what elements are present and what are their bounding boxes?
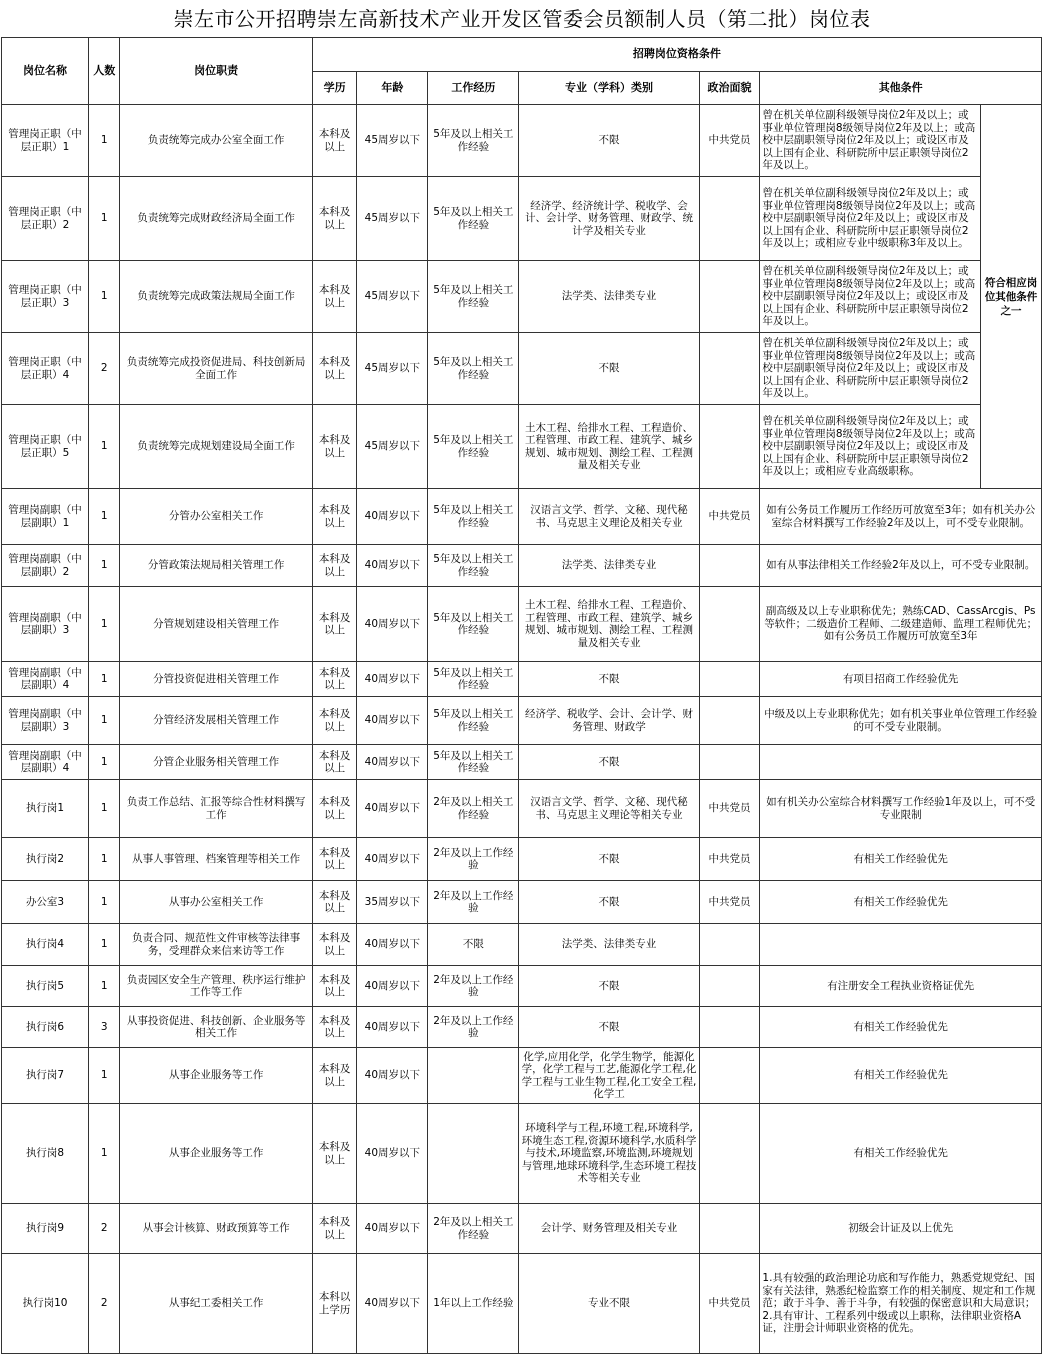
cell-experience: 5年及以上相关工作经验 (428, 587, 519, 662)
cell-age: 40周岁以下 (357, 780, 428, 838)
cell-experience (428, 1104, 519, 1204)
cell-political (699, 1007, 760, 1048)
cell-duties: 负责园区安全生产管理、秩序运行维护工作等工作 (120, 966, 312, 1007)
cell-other: 中级及以上专业职称优先；如有机关事业单位管理工作经验的可不受专业限制。 (760, 697, 1042, 745)
cell-political: 中共党员 (699, 780, 760, 838)
cell-duties: 分管企业服务相关管理工作 (120, 745, 312, 780)
cell-other: 曾在机关单位副科级领导岗位2年及以上；或事业单位管理岗8级领导岗位2年及以上；或高校中层副职领导岗位2年及以上；或设区市及以上国有企业、科研院所中层正职领导岗位2年及以上；或相应专业中级职称3年及以上。 (760, 177, 981, 261)
cell-age: 45周岁以下 (357, 105, 428, 177)
cell-age: 35周岁以下 (357, 881, 428, 924)
cell-duties: 负责统筹完成投资促进局、科技创新局全面工作 (120, 333, 312, 405)
cell-education: 本科及以上 (312, 697, 357, 745)
cell-duties: 负责合同、规范性文件审核等法律事务，受理群众来信来访等工作 (120, 924, 312, 966)
cell-position: 执行岗9 (2, 1204, 89, 1254)
cell-major: 经济学、税收学、会计、会计学、财务管理、财政学 (519, 697, 699, 745)
cell-other (760, 745, 1042, 780)
cell-other: 曾在机关单位副科级领导岗位2年及以上；或事业单位管理岗8级领导岗位2年及以上；或高校中层副职领导岗位2年及以上；或设区市及以上国有企业、科研院所中层正职领导岗位2年及以上；或相应专业高级职称。 (760, 405, 981, 489)
cell-age: 45周岁以下 (357, 333, 428, 405)
cell-experience: 5年及以上相关工作经验 (428, 662, 519, 697)
cell-experience: 1年以上工作经验 (428, 1254, 519, 1354)
cell-experience: 5年及以上相关工作经验 (428, 745, 519, 780)
cell-education: 本科及以上 (312, 780, 357, 838)
cell-age: 40周岁以下 (357, 966, 428, 1007)
cell-education: 本科及以上 (312, 966, 357, 1007)
table-row (2, 881, 1042, 924)
cell-political (699, 261, 760, 333)
cell-age: 45周岁以下 (357, 405, 428, 489)
cell-count: 1 (89, 881, 120, 924)
header-political: 政治面貌 (699, 72, 760, 105)
cell-political (699, 587, 760, 662)
table-row (2, 587, 1042, 662)
cell-political (699, 662, 760, 697)
cell-experience: 2年及以上工作经验 (428, 1007, 519, 1048)
cell-major: 不限 (519, 333, 699, 405)
cell-count: 1 (89, 105, 120, 177)
cell-major: 汉语言文学、哲学、文秘、现代秘书、马克思主义理论等相关专业 (519, 780, 699, 838)
cell-education: 本科及以上 (312, 545, 357, 587)
table-row (2, 662, 1042, 697)
cell-duties: 从事企业服务等工作 (120, 1048, 312, 1104)
cell-duties: 分管政策法规局相关管理工作 (120, 545, 312, 587)
cell-experience: 2年及以上相关工作经验 (428, 1204, 519, 1254)
cell-count: 1 (89, 697, 120, 745)
cell-political (699, 745, 760, 780)
cell-major: 不限 (519, 105, 699, 177)
cell-count: 1 (89, 545, 120, 587)
cell-age: 40周岁以下 (357, 587, 428, 662)
cell-experience: 5年及以上相关工作经验 (428, 697, 519, 745)
cell-position: 管理岗副职（中层副职）3 (2, 587, 89, 662)
table-row (2, 1007, 1042, 1048)
cell-other: 曾在机关单位副科级领导岗位2年及以上；或事业单位管理岗8级领导岗位2年及以上；或高校中层副职领导岗位2年及以上；或设区市及以上国有企业、科研院所中层正职领导岗位2年及以上。 (760, 261, 981, 333)
cell-position: 执行岗4 (2, 924, 89, 966)
cell-duties: 负责统筹完成财政经济局全面工作 (120, 177, 312, 261)
cell-experience: 5年及以上相关工作经验 (428, 405, 519, 489)
cell-count: 1 (89, 405, 120, 489)
cell-duties: 从事纪工委相关工作 (120, 1254, 312, 1354)
cell-age: 40周岁以下 (357, 1104, 428, 1204)
cell-position: 执行岗7 (2, 1048, 89, 1104)
cell-experience: 5年及以上相关工作经验 (428, 489, 519, 545)
cell-duties: 负责统筹完成规划建设局全面工作 (120, 405, 312, 489)
cell-education: 本科及以上 (312, 587, 357, 662)
cell-position: 执行岗1 (2, 780, 89, 838)
table-row (2, 1204, 1042, 1254)
cell-education: 本科及以上 (312, 745, 357, 780)
cell-duties: 从事会计核算、财政预算等工作 (120, 1204, 312, 1254)
cell-other: 1.具有较强的政治理论功底和写作能力，熟悉党规党纪、国家有关法律，熟悉纪检监察工作的相关制度、规定和工作规范；敢于斗争、善于斗争，有较强的保密意识和大局意识； 2.具有审计、工程系列中级或以上职称，法律职业资格A证，注册会计师职业资格的优先。 (760, 1254, 1042, 1354)
cell-major: 汉语言文学、哲学、文秘、现代秘书、马克思主义理论及相关专业 (519, 489, 699, 545)
cell-position: 执行岗5 (2, 966, 89, 1007)
table-row (2, 545, 1042, 587)
cell-duties: 分管规划建设相关管理工作 (120, 587, 312, 662)
cell-duties: 从事办公室相关工作 (120, 881, 312, 924)
cell-count: 1 (89, 489, 120, 545)
cell-education: 本科及以上 (312, 261, 357, 333)
cell-duties: 分管经济发展相关管理工作 (120, 697, 312, 745)
table-row (2, 489, 1042, 545)
cell-experience: 5年及以上相关工作经验 (428, 261, 519, 333)
cell-political (699, 924, 760, 966)
cell-major: 不限 (519, 838, 699, 881)
cell-other: 有注册安全工程执业资格证优先 (760, 966, 1042, 1007)
cell-education: 本科及以上 (312, 177, 357, 261)
cell-position: 管理岗正职（中层正职）3 (2, 261, 89, 333)
cell-age: 40周岁以下 (357, 697, 428, 745)
cell-count: 2 (89, 1204, 120, 1254)
cell-experience: 5年及以上相关工作经验 (428, 333, 519, 405)
cell-political (699, 1048, 760, 1104)
cell-experience (428, 1048, 519, 1104)
cell-count: 2 (89, 333, 120, 405)
cell-education: 本科及以上 (312, 1204, 357, 1254)
cell-other-merged-note: 符合相应岗位其他条件之一 (981, 105, 1042, 489)
cell-political (699, 545, 760, 587)
cell-experience: 2年及以上工作经验 (428, 966, 519, 1007)
cell-major: 经济学、经济统计学、税收学、会计、会计学、财务管理、财政学、统计学及相关专业 (519, 177, 699, 261)
job-table (1, 37, 1042, 1354)
cell-political (699, 697, 760, 745)
cell-political (699, 333, 760, 405)
table-body (2, 105, 1042, 1354)
cell-other: 有相关工作经验优先 (760, 838, 1042, 881)
cell-count: 2 (89, 1254, 120, 1354)
cell-major: 法学类、法律类专业 (519, 545, 699, 587)
cell-education: 本科及以上 (312, 333, 357, 405)
cell-major: 法学类、法律类专业 (519, 924, 699, 966)
cell-age: 40周岁以下 (357, 838, 428, 881)
page-title: 崇左市公开招聘崇左高新技术产业开发区管委会员额制人员（第二批）岗位表 (173, 7, 871, 31)
cell-education: 本科以上学历 (312, 1254, 357, 1354)
cell-position: 管理岗副职（中层副职）3 (2, 697, 89, 745)
cell-education: 本科及以上 (312, 105, 357, 177)
cell-position: 办公室3 (2, 881, 89, 924)
cell-count: 1 (89, 745, 120, 780)
cell-experience: 2年及以上工作经验 (428, 838, 519, 881)
cell-count: 3 (89, 1007, 120, 1048)
cell-major: 不限 (519, 662, 699, 697)
table-row (2, 966, 1042, 1007)
cell-major: 不限 (519, 966, 699, 1007)
cell-position: 执行岗2 (2, 838, 89, 881)
table-row (2, 261, 1042, 333)
cell-education: 本科及以上 (312, 1104, 357, 1204)
cell-major: 专业不限 (519, 1254, 699, 1354)
table-row (2, 745, 1042, 780)
table-row (2, 405, 1042, 489)
cell-education: 本科及以上 (312, 489, 357, 545)
table-row (2, 838, 1042, 881)
cell-experience: 2年及以上工作经验 (428, 881, 519, 924)
cell-political (699, 966, 760, 1007)
cell-position: 管理岗正职（中层正职）1 (2, 105, 89, 177)
cell-political: 中共党员 (699, 489, 760, 545)
cell-major: 会计学、财务管理及相关专业 (519, 1204, 699, 1254)
cell-position: 执行岗10 (2, 1254, 89, 1354)
cell-major: 土木工程、给排水工程、工程造价、工程管理、市政工程、建筑学、城乡规划、城市规划、测绘工程、工程测量及相关专业 (519, 405, 699, 489)
cell-other: 有相关工作经验优先 (760, 1104, 1042, 1204)
cell-experience: 2年及以上相关工作经验 (428, 780, 519, 838)
cell-major: 不限 (519, 1007, 699, 1048)
cell-education: 本科及以上 (312, 1048, 357, 1104)
table-row (2, 924, 1042, 966)
cell-other (760, 924, 1042, 966)
table-row (2, 1104, 1042, 1204)
cell-position: 执行岗6 (2, 1007, 89, 1048)
cell-other: 曾在机关单位副科级领导岗位2年及以上；或事业单位管理岗8级领导岗位2年及以上；或高校中层副职领导岗位2年及以上；或设区市及以上国有企业、科研院所中层正职领导岗位2年及以上。 (760, 105, 981, 177)
cell-position: 管理岗正职（中层正职）4 (2, 333, 89, 405)
cell-count: 1 (89, 587, 120, 662)
cell-other: 曾在机关单位副科级领导岗位2年及以上；或事业单位管理岗8级领导岗位2年及以上；或高校中层副职领导岗位2年及以上；或设区市及以上国有企业、科研院所中层正职领导岗位2年及以上。 (760, 333, 981, 405)
cell-other: 有相关工作经验优先 (760, 1048, 1042, 1104)
cell-education: 本科及以上 (312, 1007, 357, 1048)
header-experience: 工作经历 (428, 72, 519, 105)
cell-count: 1 (89, 662, 120, 697)
cell-education: 本科及以上 (312, 405, 357, 489)
table-row (2, 333, 1042, 405)
header-education: 学历 (312, 72, 357, 105)
table-row (2, 780, 1042, 838)
header-position: 岗位名称 (2, 38, 89, 105)
cell-duties: 从事企业服务等工作 (120, 1104, 312, 1204)
cell-other: 如有从事法律相关工作经验2年及以上，可不受专业限制。 (760, 545, 1042, 587)
cell-education: 本科及以上 (312, 838, 357, 881)
cell-experience: 5年及以上相关工作经验 (428, 177, 519, 261)
table-row (2, 177, 1042, 261)
cell-education: 本科及以上 (312, 662, 357, 697)
cell-age: 40周岁以下 (357, 1204, 428, 1254)
table-row (2, 105, 1042, 177)
cell-age: 40周岁以下 (357, 924, 428, 966)
cell-other: 初级会计证及以上优先 (760, 1204, 1042, 1254)
table-row (2, 697, 1042, 745)
cell-age: 45周岁以下 (357, 177, 428, 261)
cell-major: 不限 (519, 745, 699, 780)
cell-major: 环境科学与工程,环境工程,环境科学,环境生态工程,资源环境科学,水质科学与技术,环境监察,环境监测,环境规划与管理,地球环境科学,生态环境工程技术等相关专业 (519, 1104, 699, 1204)
cell-other: 如有公务员工作履历工作经历可放宽至3年；如有机关办公室综合材料撰写工作经验2年及以上，可不受专业限制。 (760, 489, 1042, 545)
header-age: 年龄 (357, 72, 428, 105)
cell-duties: 负责统筹完成政策法规局全面工作 (120, 261, 312, 333)
header-other: 其他条件 (760, 72, 1042, 105)
cell-position: 执行岗8 (2, 1104, 89, 1204)
header-count: 人数 (89, 38, 120, 105)
header-major: 专业（学科）类别 (519, 72, 699, 105)
cell-position: 管理岗副职（中层副职）4 (2, 662, 89, 697)
cell-count: 1 (89, 966, 120, 1007)
table-row (2, 1048, 1042, 1104)
cell-political (699, 1104, 760, 1204)
cell-count: 1 (89, 261, 120, 333)
cell-position: 管理岗正职（中层正职）5 (2, 405, 89, 489)
cell-duties: 从事人事管理、档案管理等相关工作 (120, 838, 312, 881)
cell-count: 1 (89, 924, 120, 966)
cell-political: 中共党员 (699, 1254, 760, 1354)
cell-major: 法学类、法律类专业 (519, 261, 699, 333)
cell-major: 土木工程、给排水工程、工程造价、工程管理、市政工程、建筑学、城乡规划、城市规划、测绘工程、工程测量及相关专业 (519, 587, 699, 662)
cell-other: 有相关工作经验优先 (760, 881, 1042, 924)
cell-age: 45周岁以下 (357, 261, 428, 333)
cell-duties: 从事投资促进、科技创新、企业服务等相关工作 (120, 1007, 312, 1048)
cell-political (699, 177, 760, 261)
cell-experience: 不限 (428, 924, 519, 966)
cell-political: 中共党员 (699, 105, 760, 177)
cell-age: 40周岁以下 (357, 1048, 428, 1104)
cell-duties: 负责工作总结、汇报等综合性材料撰写工作 (120, 780, 312, 838)
cell-count: 1 (89, 838, 120, 881)
cell-other: 如有机关办公室综合材料撰写工作经验1年及以上，可不受专业限制 (760, 780, 1042, 838)
cell-age: 40周岁以下 (357, 1254, 428, 1354)
cell-education: 本科及以上 (312, 924, 357, 966)
table-row (2, 1254, 1042, 1354)
cell-age: 40周岁以下 (357, 662, 428, 697)
cell-count: 1 (89, 780, 120, 838)
cell-other: 副高级及以上专业职称优先；熟练CAD、CassArcgis、Ps等软件；二级造价工程师、二级建造师、监理工程师优先；如有公务员工作履历可放宽至3年 (760, 587, 1042, 662)
cell-count: 1 (89, 1048, 120, 1104)
header-qualification-group: 招聘岗位资格条件 (312, 38, 1041, 72)
cell-age: 40周岁以下 (357, 489, 428, 545)
cell-other: 有项目招商工作经验优先 (760, 662, 1042, 697)
cell-political: 中共党员 (699, 881, 760, 924)
cell-age: 40周岁以下 (357, 745, 428, 780)
cell-position: 管理岗副职（中层副职）4 (2, 745, 89, 780)
cell-major: 不限 (519, 881, 699, 924)
cell-duties: 分管办公室相关工作 (120, 489, 312, 545)
cell-position: 管理岗副职（中层副职）1 (2, 489, 89, 545)
cell-duties: 负责统筹完成办公室全面工作 (120, 105, 312, 177)
cell-count: 1 (89, 177, 120, 261)
cell-political (699, 1204, 760, 1254)
cell-political: 中共党员 (699, 838, 760, 881)
cell-position: 管理岗正职（中层正职）2 (2, 177, 89, 261)
cell-education: 本科及以上 (312, 881, 357, 924)
cell-count: 1 (89, 1104, 120, 1204)
cell-political (699, 405, 760, 489)
cell-position: 管理岗副职（中层副职）2 (2, 545, 89, 587)
cell-experience: 5年及以上相关工作经验 (428, 545, 519, 587)
cell-other: 有相关工作经验优先 (760, 1007, 1042, 1048)
cell-major: 化学,应用化学，化学生物学，能源化学，化学工程与工艺,能源化学工程,化学工程与工业生物工程,化工安全工程,化学工 (519, 1048, 699, 1104)
cell-age: 40周岁以下 (357, 1007, 428, 1048)
header-duties: 岗位职责 (120, 38, 312, 105)
cell-experience: 5年及以上相关工作经验 (428, 105, 519, 177)
cell-age: 40周岁以下 (357, 545, 428, 587)
cell-duties: 分管投资促进相关管理工作 (120, 662, 312, 697)
